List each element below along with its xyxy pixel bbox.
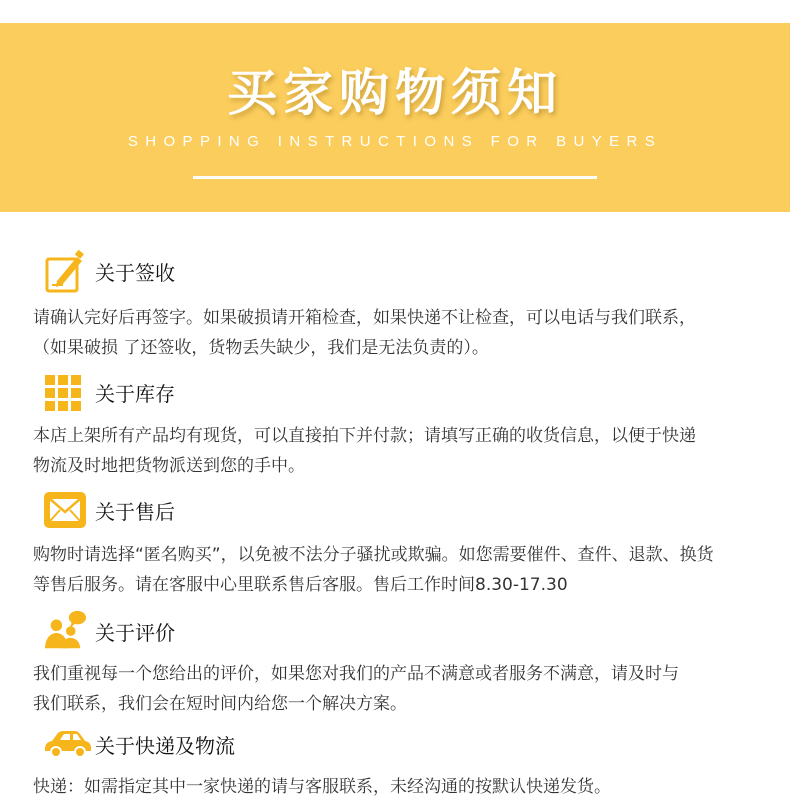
title-underline (193, 176, 597, 179)
section-heading-stock (43, 370, 175, 414)
people-chat-icon (43, 609, 87, 653)
section-text-sign (33, 303, 783, 363)
header-banner (0, 23, 790, 212)
text-line: 本店上架所有产品均有现货，可以直接拍下并付款；请填写正确的收货信息，以便于快递 (33, 426, 696, 446)
text-line: 购物时请选择“匿名购买”，以免被不法分子骚扰或欺骗。如您需要催件、查件、退款、换货 (33, 545, 714, 565)
page-subtitle: SHOPPING INSTRUCTIONS FOR BUYERS (127, 133, 663, 150)
text-line: 等售后服务。请在客服中心里联系售后客服。售后工作时间8.30-17.30 (33, 575, 568, 595)
sign-pencil-icon (43, 249, 87, 293)
section-text-delivery (33, 772, 783, 802)
text-line: （如果破损 了还签收，货物丢失缺少，我们是无法负责的）。 (33, 338, 489, 358)
section-heading-delivery (43, 722, 235, 766)
section-text-stock (33, 421, 783, 481)
text-line: 我们重视每一个您给出的评价，如果您对我们的产品不满意或者服务不满意，请及时与 (33, 664, 679, 684)
section-title: 关于库存 (95, 381, 175, 406)
section-text-after-sales (33, 540, 783, 600)
grid-icon (43, 370, 87, 414)
text-line: 物流及时地把货物派送到您的手中。 (33, 456, 305, 476)
section-heading-sign (43, 249, 175, 293)
section-heading-after-sales (43, 488, 175, 532)
envelope-icon (43, 488, 87, 532)
section-title: 关于快递及物流 (95, 733, 235, 758)
car-icon (43, 722, 93, 766)
text-line: 快递：如需指定其中一家快递的请与客服联系，未经沟通的按默认快递发货。 (33, 777, 611, 797)
text-line: 请确认完好后再签字。如果破损请开箱检查，如果快递不让检查，可以电话与我们联系， (33, 308, 696, 328)
section-title: 关于签收 (95, 260, 175, 285)
section-text-review (33, 659, 783, 719)
section-title: 关于评价 (95, 620, 175, 645)
page-title: 买家购物须知 (227, 64, 563, 122)
section-heading-review (43, 609, 175, 653)
section-title: 关于售后 (95, 499, 175, 524)
text-line: 我们联系，我们会在短时间内给您一个解决方案。 (33, 694, 407, 714)
